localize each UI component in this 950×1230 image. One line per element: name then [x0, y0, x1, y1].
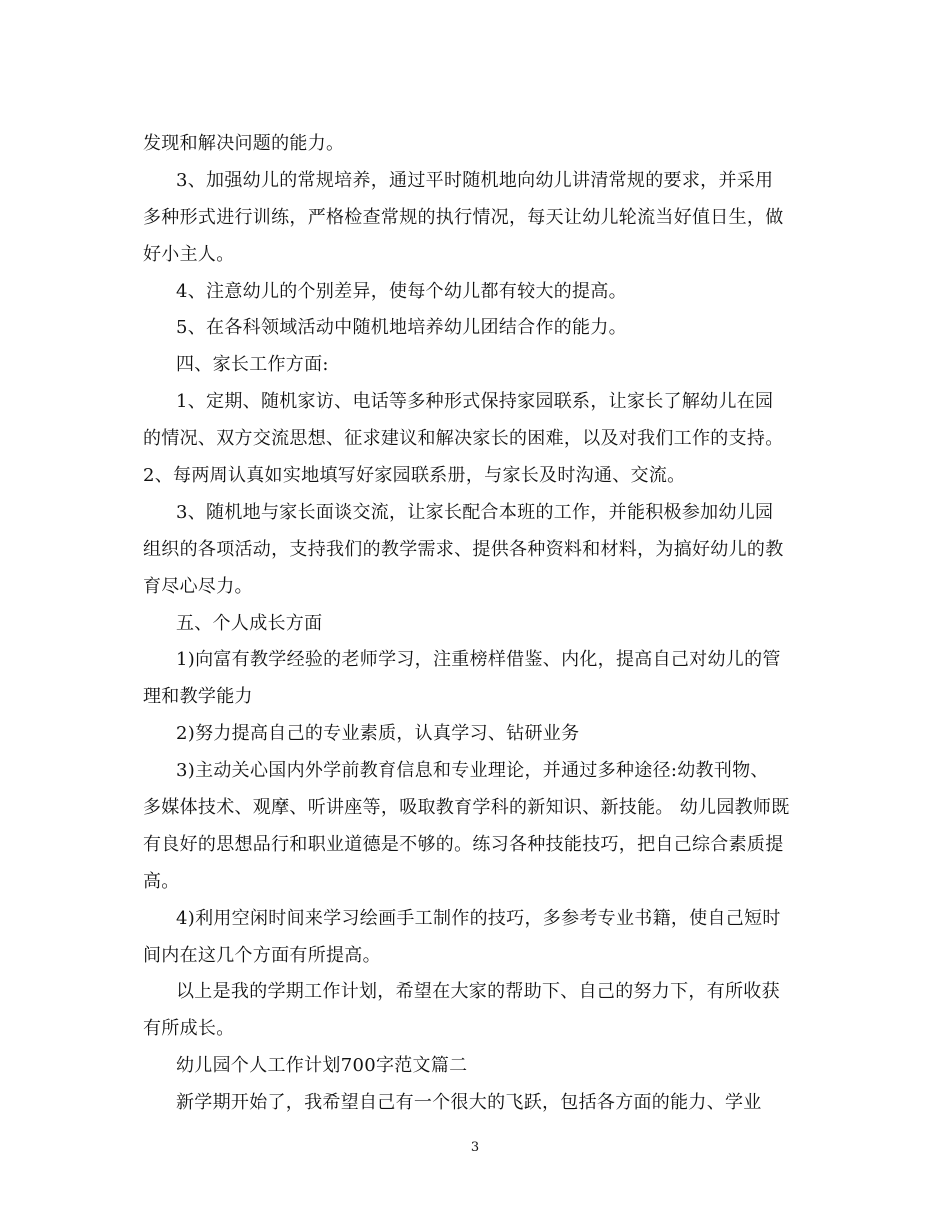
- text-line: 组织的各项活动，支持我们的教学需求、提供各种资料和材料，为搞好幼儿的教: [143, 538, 784, 560]
- text-line: 1)向富有教学经验的老师学习，注重榜样借鉴、内化，提高自己对幼儿的管: [176, 649, 781, 671]
- text-line: 新学期开始了，我希望自己有一个很大的飞跃，包括各方面的能力、学业: [176, 1092, 762, 1114]
- document-body: [143, 126, 805, 1122]
- text-line: 3、加强幼儿的常规培养，通过平时随机地向幼儿讲清常规的要求，并采用: [176, 169, 774, 191]
- text-line: 2、每两周认真如实地填写好家园联系册，与家长及时沟通、交流。: [143, 465, 686, 487]
- text-line: 以上是我的学期工作计划，希望在大家的帮助下、自己的努力下，有所收获: [176, 981, 780, 1003]
- text-line: 五、个人成长方面: [176, 612, 323, 634]
- text-line: 5、在各科领域活动中随机地培养幼儿团结合作的能力。: [176, 317, 627, 339]
- text-line: 多种形式进行训练，严格检查常规的执行情况，每天让幼儿轮流当好值日生，做: [143, 206, 784, 228]
- text-line: 发现和解决问题的能力。: [143, 133, 345, 154]
- page-number: 3: [470, 1140, 480, 1155]
- text-line: 4)利用空闲时间来学习绘画手工制作的技巧，多参考专业书籍，使自己短时: [176, 907, 781, 929]
- text-line: 2)努力提高自己的专业素质，认真学习、钻研业务: [176, 723, 580, 745]
- text-line: 3、随机地与家长面谈交流，让家长配合本班的工作，并能积极参加幼儿园: [176, 501, 774, 523]
- text-line: 有良好的思想品行和职业道德是不够的。练习各种技能技巧，把自己综合素质提: [143, 833, 784, 855]
- text-line: 多媒体技术、观摩、听讲座等，吸取教育学科的新知识、新技能。 幼儿园教师既: [143, 797, 790, 819]
- text-line: 育尽心尽力。: [143, 575, 253, 597]
- text-line: 有所成长。: [143, 1018, 235, 1040]
- text-line: 理和教学能力: [143, 686, 253, 708]
- text-line: 1、定期、随机家访、电话等多种形式保持家园联系，让家长了解幼儿在园: [176, 391, 774, 413]
- text-line: 幼儿园个人工作计划700字范文篇二: [176, 1055, 468, 1077]
- text-line: 3)主动关心国内外学前教育信息和专业理论，并通过多种途径:幼教刊物、: [176, 760, 769, 782]
- text-line: 4、注意幼儿的个别差异，使每个幼儿都有较大的提高。: [176, 280, 627, 302]
- text-line: 四、家长工作方面:: [176, 354, 329, 376]
- text-line: 间内在这几个方面有所提高。: [143, 944, 381, 966]
- text-line: 好小主人。: [143, 243, 235, 265]
- text-line: 的情况、双方交流思想、征求建议和解决家长的困难，以及对我们工作的支持。: [143, 428, 784, 450]
- text-line: 高。: [143, 870, 180, 892]
